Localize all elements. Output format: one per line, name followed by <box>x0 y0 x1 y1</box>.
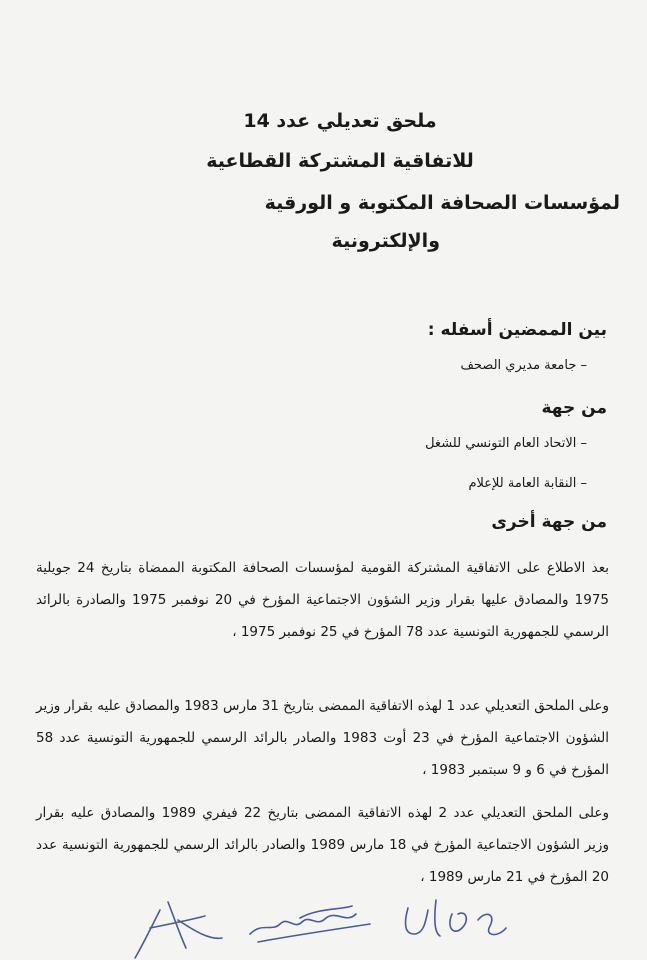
paragraph-1: بعد الاطلاع على الاتفاقية المشتركة القومية لمؤسسات الصحافة المكتوبة الممضاة بتاريخ 24 جويلية 1975 والمصادق عليها بقرار وزير الشؤون الاجتماعية المؤرخ في 20 نوفمبر 1975 والصادرة بالرائد الرسمي للجمهورية التونسية عدد 78 المؤرخ في 25 نوفمبر 1975 ، <box>36 560 609 640</box>
party-1: – جامعة مديري الصحف <box>460 358 587 373</box>
signature-3 <box>406 900 506 936</box>
signatures <box>0 880 647 960</box>
parties-heading: بين الممضين أسفله : <box>427 320 607 340</box>
party-2: – الاتحاد العام التونسي للشغل <box>425 436 587 451</box>
from-other-side-heading: من جهة أخرى <box>491 512 607 532</box>
title-line-4 <box>60 230 620 253</box>
signature-2 <box>250 906 370 942</box>
title-line-1: ملحق تعديلي عدد 14 <box>243 110 437 132</box>
title-line-2: للاتفاقية المشتركة القطاعية <box>206 150 474 172</box>
paragraph-2: وعلى الملحق التعديلي عدد 1 لهذه الاتفاقية الممضى بتاريخ 31 مارس 1983 والمصادق عليه بقرار وزير الشؤون الاجتماعية المؤرخ في 23 أوت 1983 والصادر بالرائد الرسمي للجمهورية التونسية عدد 58 المؤرخ في 6 و 9 سبتمبر 1983 ، <box>36 698 609 778</box>
signature-1 <box>135 902 222 958</box>
title-line-3: لمؤسسات الصحافة المكتوبة و الورقية <box>264 192 620 214</box>
party-3: – النقابة العامة للإعلام <box>468 476 587 491</box>
paragraph-3: وعلى الملحق التعديلي عدد 2 لهذه الاتفاقية الممضى بتاريخ 22 فيفري 1989 والمصادق عليه بقرار وزير الشؤون الاجتماعية المؤرخ في 18 مارس 1989 والصادر بالرائد الرسمي للجمهورية التونسية عدد 20 المؤرخ في 21 مارس 1989 ، <box>36 805 609 885</box>
from-side-heading: من جهة <box>541 398 607 418</box>
title-line-4-text: والإلكترونية <box>331 230 440 252</box>
